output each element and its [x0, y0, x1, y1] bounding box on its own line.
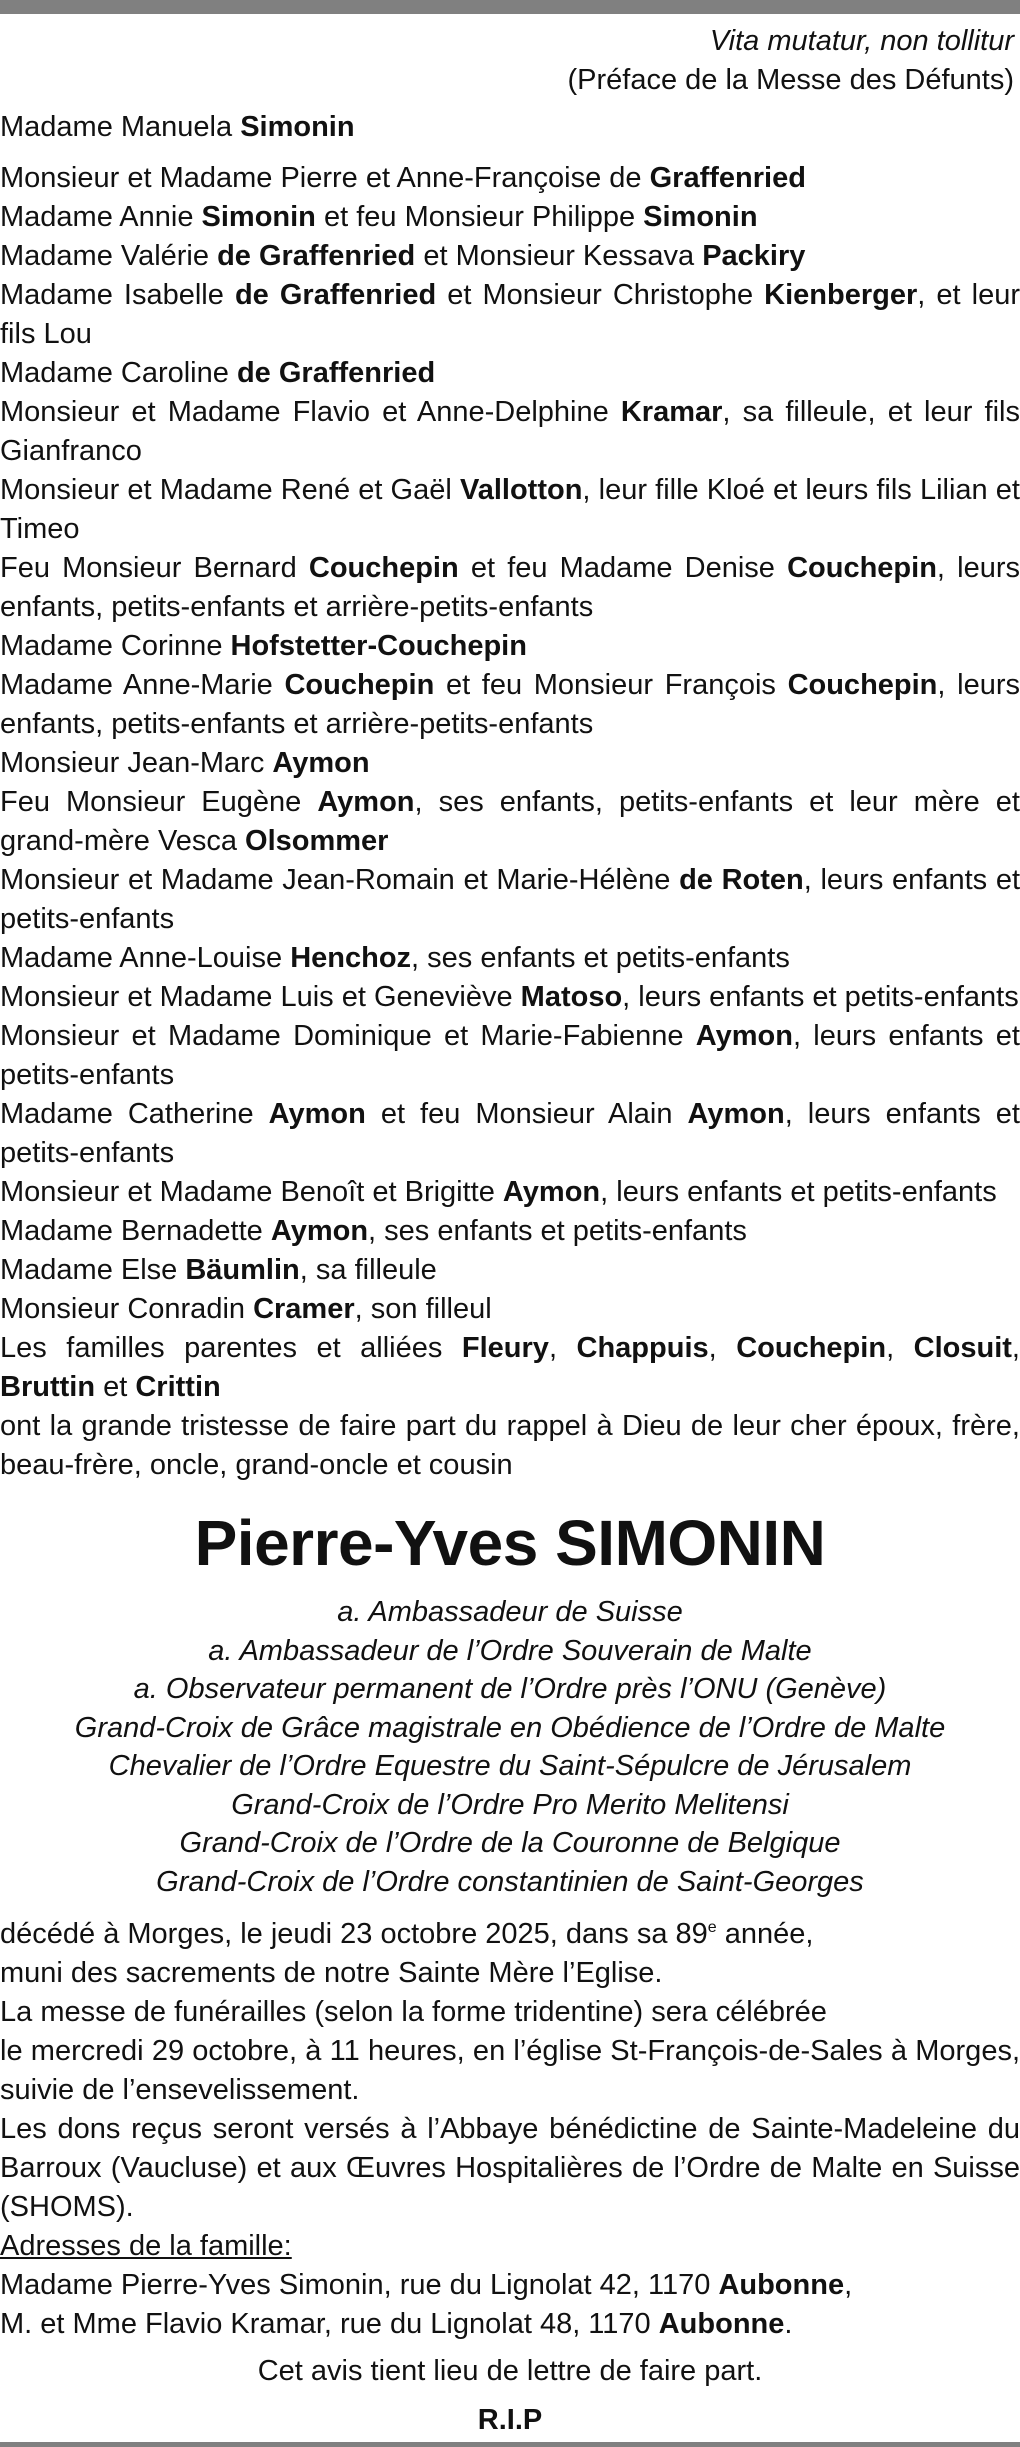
- family-name: Aymon: [687, 1098, 785, 1130]
- family-name: Couchepin: [787, 552, 937, 584]
- mourner-entry: [0, 666, 1020, 744]
- text-segment: , ses enfants, petits-enfants et leur mère et grand-mère Vesca: [0, 786, 1020, 857]
- mourner-entry: [0, 744, 1020, 783]
- text-segment: Madame Else: [0, 1254, 186, 1286]
- honour-title: Grand-Croix de l’Ordre de la Couronne de Belgique: [179, 1827, 841, 1859]
- text-segment: , leurs enfants et petits-enfants: [0, 1020, 1020, 1091]
- text-segment: Monsieur et Madame Pierre et Anne-Françoise de: [0, 162, 650, 194]
- text-segment: ,: [708, 1332, 737, 1364]
- family-name: Aymon: [695, 1020, 793, 1052]
- mourner-entry: [0, 1017, 1020, 1095]
- family-name: Bruttin: [0, 1371, 96, 1403]
- closing-note: Cet avis tient lieu de lettre de faire part.: [257, 2355, 763, 2387]
- family-name: Aymon: [268, 1098, 366, 1130]
- mourner-entry: [0, 198, 1020, 237]
- text-segment: et feu Monsieur François: [434, 669, 788, 701]
- family-name: Henchoz: [290, 942, 412, 974]
- family-name: Aubonne: [718, 2269, 845, 2301]
- family-name: Matoso: [520, 981, 623, 1013]
- family-name: Simonin: [240, 111, 355, 143]
- epigraph-quote: Vita mutatur, non tollitur: [709, 25, 1014, 57]
- mourner-entry: [0, 627, 1020, 666]
- text-segment: et: [95, 1371, 136, 1403]
- address-line: [0, 2266, 1020, 2305]
- family-name: Kienberger: [764, 279, 918, 311]
- family-name: Couchepin: [284, 669, 435, 701]
- text-segment: , et leur fils Lou: [0, 279, 1020, 350]
- text-segment: Madame Isabelle: [0, 279, 235, 311]
- detail-line: La messe de funérailles (selon la forme tridentine) sera célébrée: [0, 1996, 827, 2028]
- text-segment: ,: [548, 1332, 577, 1364]
- text-segment: et Monsieur Christophe: [436, 279, 765, 311]
- family-name: Bäumlin: [185, 1254, 300, 1286]
- text-segment: et feu Monsieur Philippe: [315, 201, 644, 233]
- family-name: Simonin: [643, 201, 758, 233]
- bottom-rule: [0, 2442, 1020, 2447]
- addresses-title: Adresses de la famille:: [0, 2230, 292, 2262]
- mourner-entry: [0, 393, 1020, 471]
- text-segment: , sa filleule: [299, 1254, 437, 1286]
- family-name: Graffenried: [649, 162, 806, 194]
- epigraph-source: (Préface de la Messe des Défunts): [567, 64, 1014, 96]
- detail-line: muni des sacrements de notre Sainte Mère l’Eglise.: [0, 1957, 663, 1989]
- family-name: Cramer: [253, 1293, 355, 1325]
- text-segment: , ses enfants et petits-enfants: [368, 1215, 747, 1247]
- family-name: Closuit: [913, 1332, 1012, 1364]
- epigraph: [0, 22, 1020, 100]
- text-segment: Monsieur et Madame Jean-Romain et Marie-Hélène: [0, 864, 680, 896]
- death-line: décédé à Morges, le jeudi 23 octobre 2025, dans sa 89e année,: [0, 1918, 814, 1950]
- text-segment: Feu Monsieur Eugène: [0, 786, 318, 818]
- text-segment: ,: [844, 2269, 853, 2301]
- address-line: [0, 2305, 1020, 2344]
- family-name: de Graffenried: [234, 279, 437, 311]
- text-segment: Madame Valérie: [0, 240, 218, 272]
- text-segment: , ses enfants et petits-enfants: [411, 942, 790, 974]
- deceased-name: Pierre-Yves SIMONIN: [194, 1507, 826, 1579]
- funeral-details: [0, 1915, 1020, 2344]
- text-segment: Feu Monsieur Bernard: [0, 552, 309, 584]
- family-name: de Roten: [679, 864, 804, 896]
- family-name: de Graffenried: [217, 240, 416, 272]
- family-name: Simonin: [201, 201, 316, 233]
- mourner-entry: [0, 861, 1020, 939]
- text-segment: , sa filleule, et leur fils Gianfranco: [0, 396, 1020, 467]
- text-segment: , leur fille Kloé et leurs fils Lilian et Timeo: [0, 474, 1020, 545]
- family-name: Aymon: [270, 1215, 369, 1247]
- text-segment: , leurs enfants et petits-enfants: [622, 981, 1019, 1013]
- text-segment: Madame Anne-Marie: [0, 669, 285, 701]
- text-segment: et Monsieur Kessava: [415, 240, 703, 272]
- mourner-entry: [0, 1173, 1020, 1212]
- honour-title: a. Ambassadeur de Suisse: [337, 1596, 683, 1628]
- honours-list: [0, 1593, 1020, 1901]
- text-segment: Monsieur et Madame René et Gaël: [0, 474, 460, 506]
- addresses-list: [0, 2266, 1020, 2344]
- text-segment: Monsieur et Madame Benoît et Brigitte: [0, 1176, 503, 1208]
- family-name: Hofstetter-Couchepin: [230, 630, 527, 662]
- text-segment: Monsieur et Madame Dominique et Marie-Fabienne: [0, 1020, 696, 1052]
- text-segment: Monsieur et Madame Luis et Geneviève: [0, 981, 521, 1013]
- family-name: Chappuis: [576, 1332, 709, 1364]
- family-name: Couchepin: [787, 669, 938, 701]
- text-segment: , leurs enfants, petits-enfants et arrière-petits-enfants: [0, 552, 1020, 623]
- rip-mark: R.I.P: [477, 2404, 543, 2436]
- text-segment: Monsieur Jean-Marc: [0, 747, 273, 779]
- text-segment: Monsieur Conradin: [0, 1293, 254, 1325]
- text-segment: Madame Anne-Louise: [0, 942, 291, 974]
- text-segment: Madame Corinne: [0, 630, 231, 662]
- mourner-entry: [0, 1251, 1020, 1290]
- text-segment: , son filleul: [354, 1293, 492, 1325]
- family-name: Couchepin: [736, 1332, 887, 1364]
- text-segment: Madame Pierre-Yves Simonin, rue du Lignolat 42, 1170: [0, 2269, 719, 2301]
- honour-title: a. Observateur permanent de l’Ordre près l’ONU (Genève): [133, 1673, 887, 1705]
- mourner-entry: [0, 354, 1020, 393]
- text-segment: et feu Monsieur Alain: [365, 1098, 688, 1130]
- family-name: Crittin: [135, 1371, 221, 1403]
- mourner-entry: [0, 783, 1020, 861]
- text-segment: Madame Caroline: [0, 357, 237, 389]
- honour-title: Grand-Croix de Grâce magistrale en Obédience de l’Ordre de Malte: [74, 1711, 946, 1744]
- mourner-entry: [0, 159, 1020, 198]
- text-segment: Monsieur et Madame Flavio et Anne-Delphine: [0, 396, 621, 428]
- detail-line: le mercredi 29 octobre, à 11 heures, en l’église St-François-de-Sales à Morges, suivie de l’ensevelissement.: [0, 2035, 1020, 2106]
- mourner-entry: [0, 1290, 1020, 1329]
- mourner-entry: [0, 471, 1020, 549]
- honour-title: Chevalier de l’Ordre Equestre du Saint-Sépulcre de Jérusalem: [108, 1750, 912, 1782]
- family-name: Aymon: [317, 786, 415, 818]
- text-segment: et feu Madame Denise: [458, 552, 788, 584]
- text-segment: Les familles parentes et alliées: [0, 1332, 462, 1364]
- mourner-entry: [0, 1329, 1020, 1407]
- family-name: Vallotton: [459, 474, 583, 506]
- text-segment: Madame Annie: [0, 201, 202, 233]
- announcement-text: ont la grande tristesse de faire part du rappel à Dieu de leur cher époux, frère, beau-frère, oncle, grand-oncle et cousin: [0, 1410, 1020, 1481]
- honour-title: a. Ambassadeur de l’Ordre Souverain de Malte: [208, 1634, 812, 1667]
- honour-title: Grand-Croix de l’Ordre constantinien de Saint-Georges: [156, 1865, 864, 1898]
- family-name: Packiry: [702, 240, 806, 272]
- text-segment: ,: [886, 1332, 914, 1364]
- family-name: Couchepin: [308, 552, 459, 584]
- obituary-notice: [0, 22, 1020, 2440]
- text-segment: Madame Manuela: [0, 111, 241, 143]
- text-segment: , leurs enfants et petits-enfants: [0, 864, 1020, 935]
- text-segment: .: [784, 2308, 793, 2340]
- mourner-entry: [0, 1095, 1020, 1173]
- mourner-entry: [0, 939, 1020, 978]
- mourner-entry: [0, 549, 1020, 627]
- honour-title: Grand-Croix de l’Ordre Pro Merito Melitensi: [231, 1788, 789, 1821]
- family-name: Aymon: [502, 1176, 601, 1208]
- mourner-entry: [0, 237, 1020, 276]
- family-name: Olsommer: [245, 825, 389, 857]
- family-name: Kramar: [620, 396, 723, 428]
- mourner-entry: [0, 276, 1020, 354]
- text-segment: Madame Bernadette: [0, 1215, 271, 1247]
- detail-line: Les dons reçus seront versés à l’Abbaye bénédictine de Sainte-Madeleine du Barroux (Vaucluse) et aux Œuvres Hospitalières de l’Ordre de Malte en Suisse (SHOMS).: [0, 2113, 1020, 2223]
- text-segment: , leurs enfants et petits-enfants: [0, 1098, 1020, 1169]
- text-segment: ,: [1011, 1332, 1020, 1364]
- top-rule: [0, 0, 1020, 14]
- family-name: Aubonne: [658, 2308, 785, 2340]
- family-name: Fleury: [461, 1332, 549, 1364]
- text-segment: Madame Catherine: [0, 1098, 269, 1130]
- mourner-entry: [0, 978, 1020, 1017]
- family-name: Aymon: [272, 747, 370, 779]
- text-segment: , leurs enfants et petits-enfants: [600, 1176, 997, 1208]
- mourner-entry: [0, 1212, 1020, 1251]
- mourner-entry: [0, 108, 1020, 147]
- mourners-list: [0, 108, 1020, 1407]
- text-segment: , leurs enfants, petits-enfants et arrière-petits-enfants: [0, 669, 1020, 740]
- family-name: de Graffenried: [236, 357, 436, 389]
- text-segment: M. et Mme Flavio Kramar, rue du Lignolat 48, 1170: [0, 2308, 659, 2340]
